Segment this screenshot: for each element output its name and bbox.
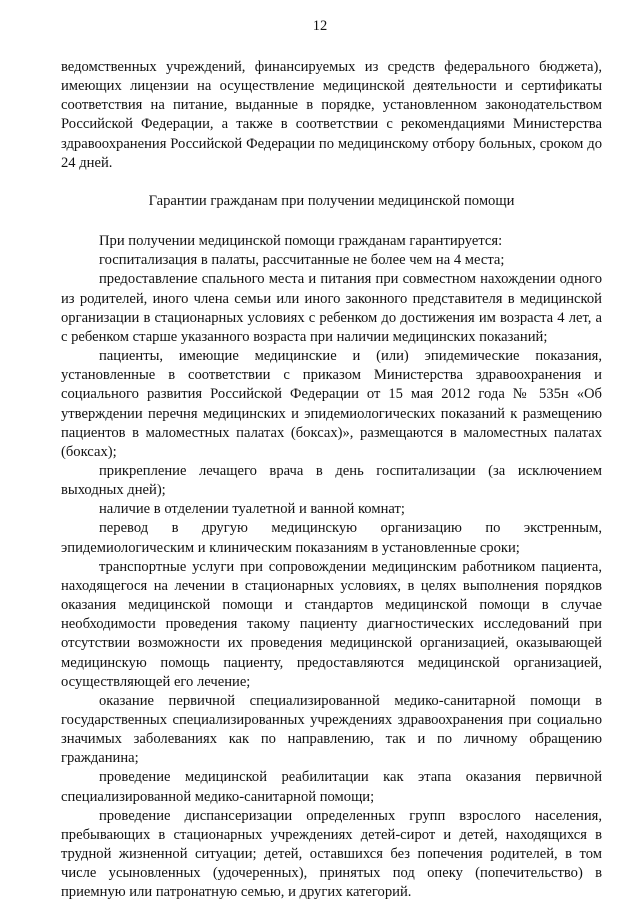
section-heading: Гарантии гражданам при получении медицинской помощи [148, 192, 515, 209]
paragraph-sanitary-rooms: наличие в отделении туалетной и ванной комнат; [99, 501, 405, 518]
intro-paragraph: ведомственных учреждений, финансируемых из средств федерального бюджета), имеющих лицензии на осуществление медицинской деятельности и сертификаты соответствия на питание, выданные в порядке, установленном законодательством Российской Федерации, а также в соответствии с рекомендациями Министерства здравоохранения Российской Федерации по медицинскому отбору больных, сроком до 24 дней. [61, 59, 602, 171]
paragraph-parent-accommodation: предоставление спального места и питания при совместном нахождении одного из родителей, иного члена семьи или иного законного представителя в медицинской организации в стационарных условиях с ребенком до достижения им возраста 4 лет, а с ребенком старше указанного возраста при наличии медицинских показаний; [61, 271, 602, 345]
paragraph-rehabilitation: проведение медицинской реабилитации как этапа оказания первичной специализированной медико-санитарной помощи; [61, 769, 602, 805]
document-body [61, 58, 602, 903]
paragraph-guarantees-intro: При получении медицинской помощи гражданам гарантируется: [99, 233, 503, 250]
paragraph-transfer: перевод в другую медицинскую организацию по экстренным, эпидемиологическим и клиническим показаниям в установленные сроки; [61, 520, 602, 556]
paragraph-dispensarization: проведение диспансеризации определенных групп взрослого населения, пребывающих в стационарных учреждениях детей-сирот и детей, находящихся в трудной жизненной ситуации; детей, оставшихся без попечения родителей, в том числе усыновленных (удочеренных), принятых под опеку (попечительство) в приемную или патронатную семью, и других категорий. [61, 807, 602, 901]
page-number: 12 [312, 18, 328, 34]
paragraph-transport-services: транспортные услуги при сопровождении медицинским работником пациента, находящегося на лечении в стационарных условиях, в целях выполнения порядков оказания медицинской помощи и стандартов медицинской помощи в случае необходимости проведения такому пациенту диагностических исследований при отсутствии возможности их проведения медицинской организацией, оказывающей медицинскую помощь пациенту, предоставляются медицинской организацией, осуществляющей его лечение; [61, 558, 602, 690]
paragraph-attending-physician: прикрепление лечащего врача в день госпитализации (за исключением выходных дней); [61, 462, 602, 499]
paragraph-specialized-care: оказание первичной специализированной медико-санитарной помощи в государственных специализированных учреждениях здравоохранения при социально значимых заболеваниях как по направлению, так и по личному обращению гражданина; [61, 692, 602, 767]
paragraph-isolation-wards: пациенты, имеющие медицинские и (или) эпидемические показания, установленные в соответствии с приказом Министерства здравоохранения и социального развития Российской Федерации от 15 мая 2012 года № 535н «Об утверждении перечня медицинских и эпидемиологических показаний к размещению пациентов в маломестных палатах (боксах)», размещаются в маломестных палатах (боксах); [61, 348, 602, 460]
paragraph-ward-capacity: госпитализация в палаты, рассчитанные не более чем на 4 места; [99, 252, 505, 269]
